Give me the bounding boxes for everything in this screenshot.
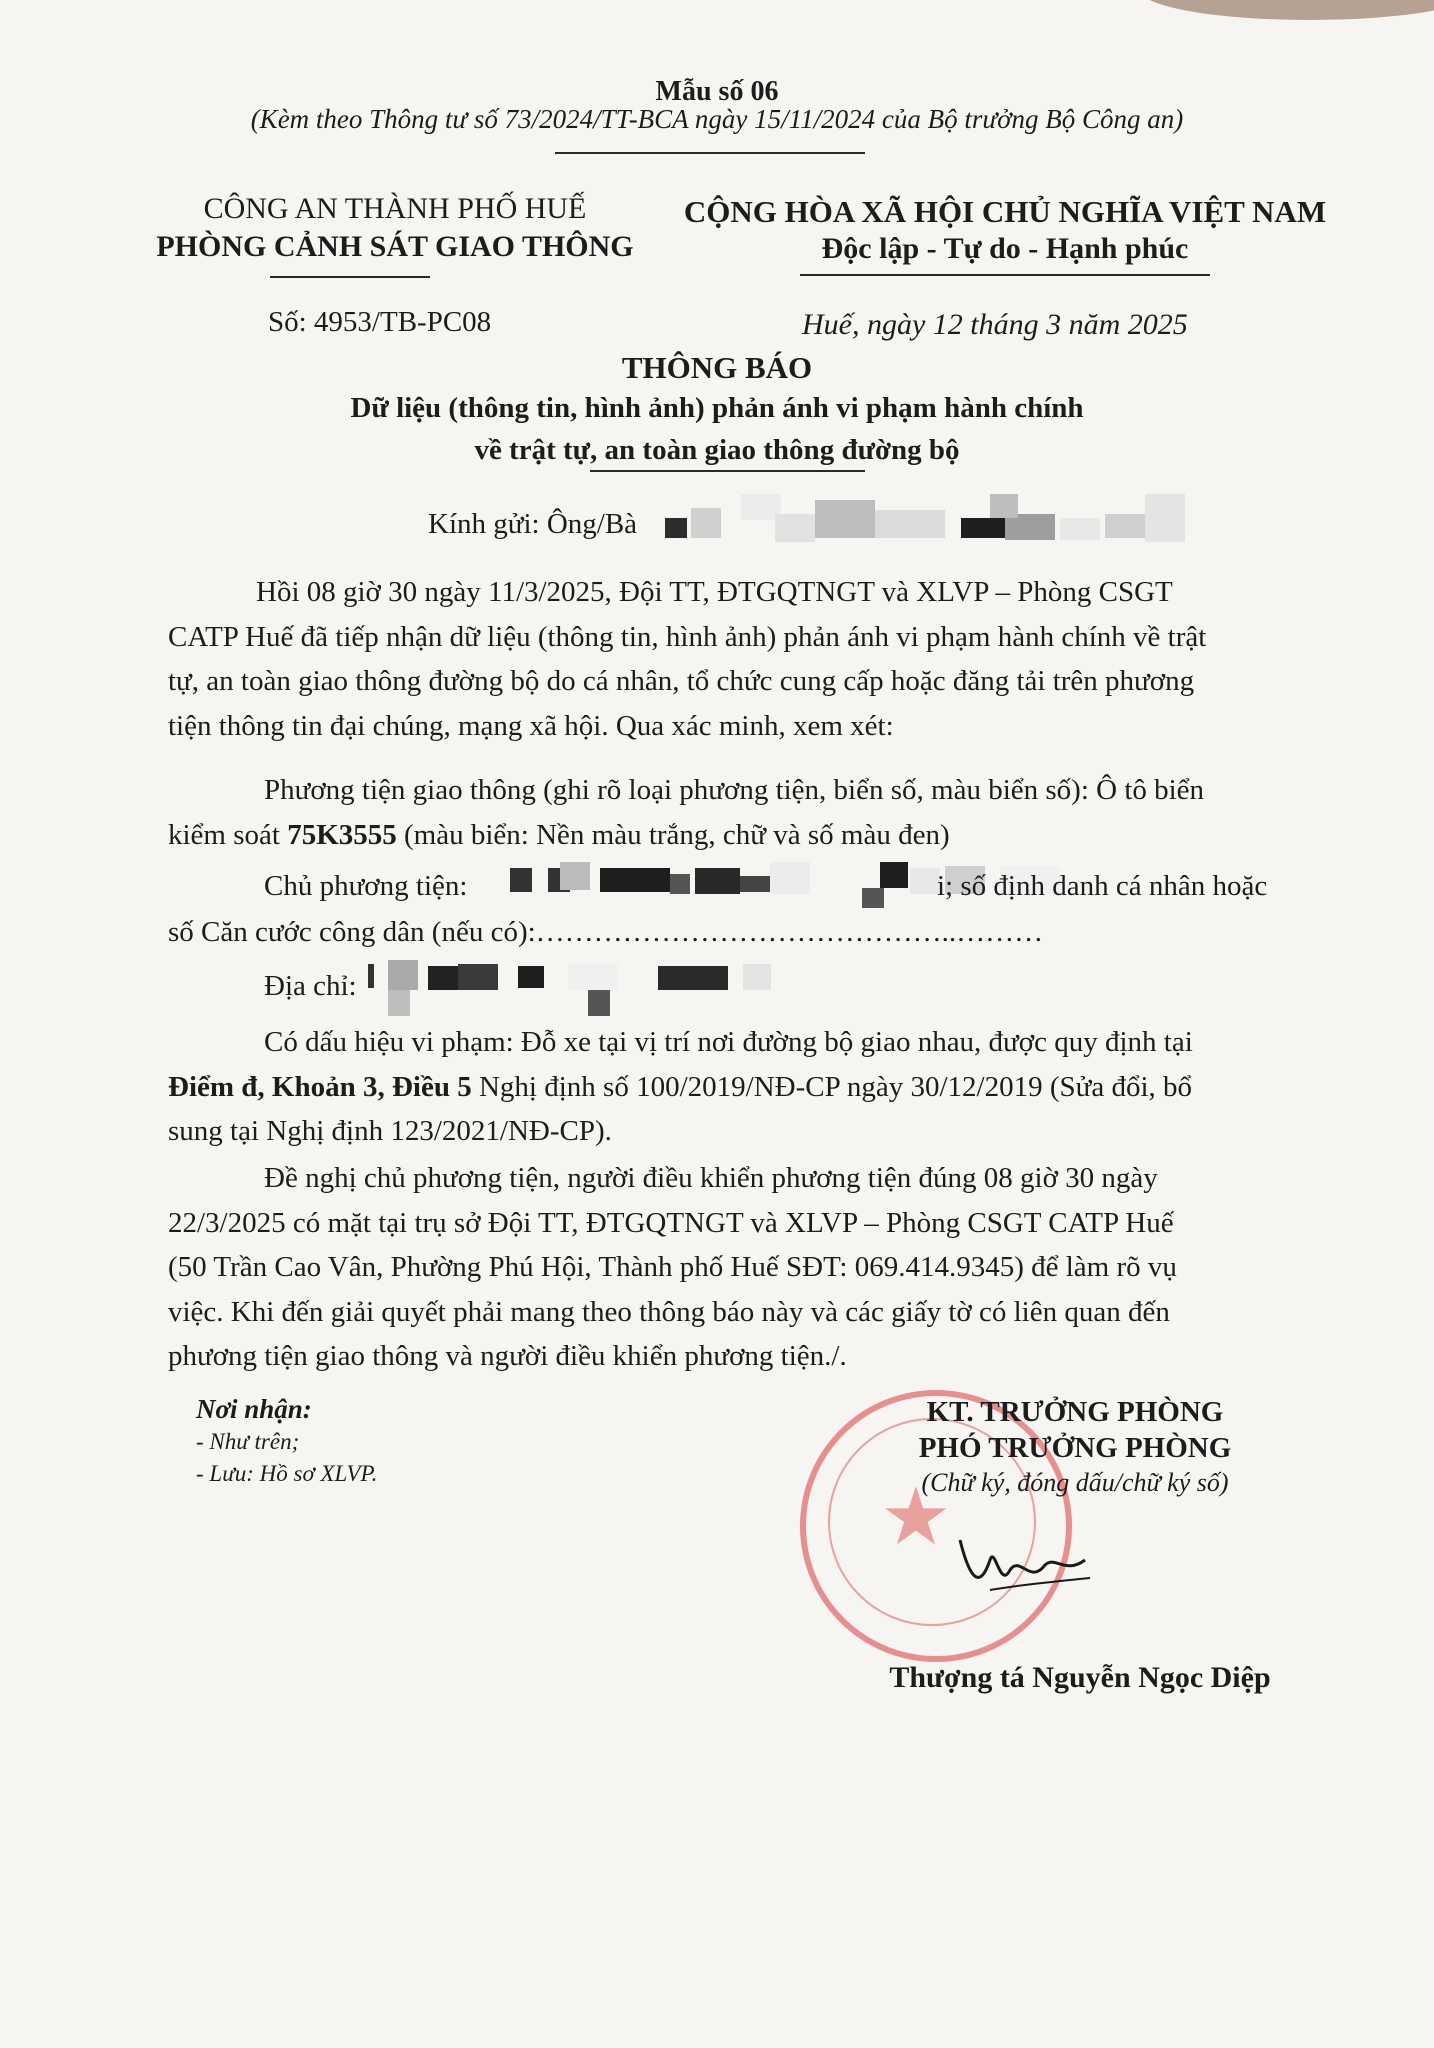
request-paragraph [168, 1156, 1306, 1379]
vehicle-paragraph [168, 768, 1306, 857]
intro-line-1: Hồi 08 giờ 30 ngày 11/3/2025, Đội TT, ĐTGQTNGT và XLVP – Phòng CSGT [256, 576, 1173, 608]
signer-name: Thượng tá Nguyễn Ngọc Diệp [889, 1661, 1271, 1694]
intro-paragraph [168, 570, 1306, 748]
form-note: (Kèm theo Thông tư số 73/2024/TT-BCA ngày 15/11/2024 của Bộ trưởng Bộ Công an) [250, 104, 1184, 134]
request-line-3: (50 Trần Cao Vân, Phường Phú Hội, Thành phố Huế SĐT: 069.414.9345) để làm rõ vụ [168, 1251, 1177, 1283]
owner-label: Chủ phương tiện: [264, 870, 468, 902]
notice-subtitle-1: Dữ liệu (thông tin, hình ảnh) phản ánh vi phạm hành chính [350, 392, 1084, 424]
address-label: Địa chỉ: [264, 970, 357, 1002]
request-line-4: việc. Khi đến giải quyết phải mang theo thông báo này và các giấy tờ có liên quan đến [168, 1295, 1170, 1328]
handwritten-signature [950, 1520, 1100, 1600]
vehicle-plate-prefix: kiểm soát [168, 818, 288, 851]
signer-title-1: KT. TRƯỞNG PHÒNG [926, 1396, 1224, 1428]
request-line-5: phương tiện giao thông và người điều khiển phương tiện./. [168, 1340, 847, 1372]
agency-line2: PHÒNG CẢNH SÁT GIAO THÔNG [156, 230, 634, 263]
recipient-item-1: - Như trên; [196, 1429, 300, 1454]
intro-line-3: tự, an toàn giao thông đường bộ do cá nhân, tổ chức cung cấp hoặc đăng tải trên phương [168, 665, 1195, 697]
violation-line-3: sung tại Nghị định 123/2021/NĐ-CP). [168, 1115, 612, 1147]
form-note-rule [555, 152, 865, 154]
agency-line1: CÔNG AN THÀNH PHỐ HUẾ [203, 192, 587, 225]
notice-title: THÔNG BÁO [621, 350, 813, 385]
motto-rule [800, 274, 1210, 276]
license-plate: 75K3555 [287, 818, 397, 851]
subtitle-rule [590, 470, 865, 472]
seal-star-icon: ★ [880, 1474, 952, 1562]
document-number: Số: 4953/TB-PC08 [268, 306, 492, 338]
owner-tail: i; số định danh cá nhân hoặc [937, 870, 1268, 902]
recipient-label: Kính gửi: Ông/Bà [428, 508, 638, 540]
document-date: Huế, ngày 12 tháng 3 năm 2025 [802, 308, 1188, 341]
motto: Độc lập - Tự do - Hạnh phúc [821, 232, 1189, 265]
vehicle-plate-color: (màu biển: Nền màu trắng, chữ và số màu đen) [396, 818, 950, 851]
intro-line-4: tiện thông tin đại chúng, mạng xã hội. Qua xác minh, xem xét: [168, 709, 894, 742]
violation-decree: Nghị định số 100/2019/NĐ-CP ngày 30/12/2019 (Sửa đổi, bổ [471, 1070, 1193, 1103]
violation-paragraph [168, 1020, 1306, 1154]
signature-note: (Chữ ký, đóng dấu/chữ ký số) [921, 1468, 1229, 1497]
corner-mark [1140, 0, 1434, 20]
signer-title-2: PHÓ TRƯỞNG PHÒNG [918, 1432, 1232, 1464]
recipients-title: Nơi nhận: [196, 1394, 312, 1424]
request-line-2: 22/3/2025 có mặt tại trụ sở Đội TT, ĐTGQTNGT và XLVP – Phòng CSGT CATP Huế [168, 1206, 1174, 1239]
request-line-1: Đề nghị chủ phương tiện, người điều khiển phương tiện đúng 08 giờ 30 ngày [264, 1162, 1158, 1194]
notice-subtitle-2: về trật tự, an toàn giao thông đường bộ [474, 434, 960, 466]
form-number: Mẫu số 06 [655, 76, 779, 107]
intro-line-2: CATP Huế đã tiếp nhận dữ liệu (thông tin, hình ảnh) phản ánh vi phạm hành chính về trật [168, 620, 1207, 653]
country-name: CỘNG HÒA XÃ HỘI CHỦ NGHĨA VIỆT NAM [683, 194, 1327, 229]
violation-line-1: Có dấu hiệu vi phạm: Đỗ xe tại vị trí nơi đường bộ giao nhau, được quy định tại [264, 1026, 1193, 1058]
violation-legal-article: Điểm đ, Khoản 3, Điều 5 [168, 1070, 472, 1103]
agency-rule [270, 276, 430, 278]
owner-id-line: số Căn cước công dân (nếu có):……………………………………..……… [168, 916, 1044, 948]
vehicle-line-1: Phương tiện giao thông (ghi rõ loại phương tiện, biển số, màu biển số): Ô tô biển [264, 774, 1205, 806]
recipient-item-2: - Lưu: Hồ sơ XLVP. [196, 1461, 378, 1486]
